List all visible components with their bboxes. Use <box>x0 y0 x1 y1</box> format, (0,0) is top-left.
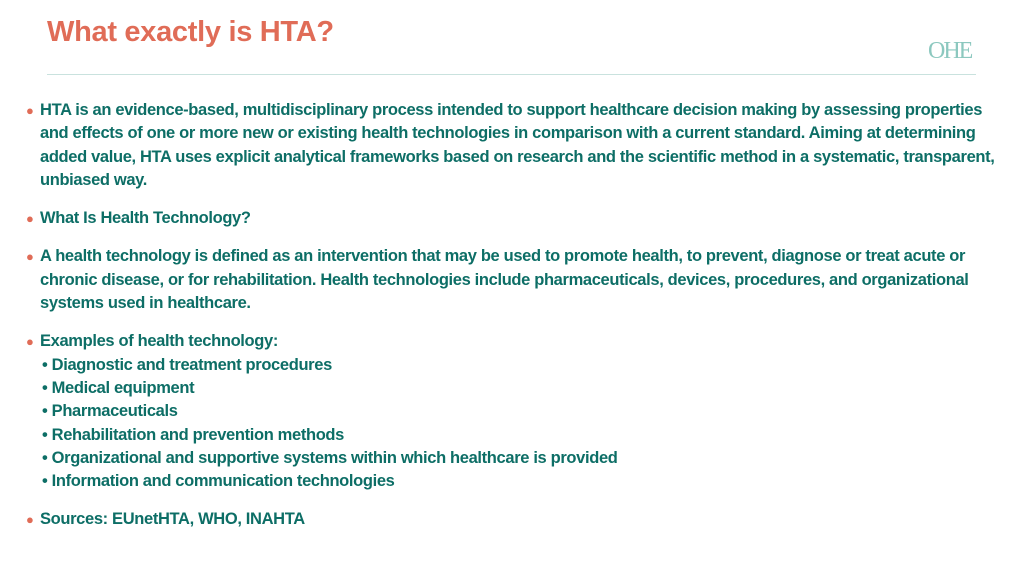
paragraph-hta-definition <box>26 99 1006 192</box>
what-is-health-technology-text: What Is Health Technology? <box>40 209 251 228</box>
paragraph-examples <box>26 330 1006 493</box>
example-item: • Diagnostic and treatment procedures <box>42 355 332 374</box>
bullet-dot-icon: ● <box>26 334 34 350</box>
paragraph-what-is-health-technology <box>26 207 1006 230</box>
paragraph-health-technology-definition <box>26 245 1006 315</box>
bullet-dot-icon: ● <box>26 512 34 528</box>
example-item: • Rehabilitation and prevention methods <box>42 425 344 444</box>
hta-definition-text: HTA is an evidence-based, multidisciplinary process intended to support healthcare decision making by assessing properties and effects of one or more new or existing health technologies in comparison with a current standard. Aiming at determining added value, HTA uses explicit analytical frameworks based on research and the scientific method in a systematic, transparent, unbiased way. <box>40 101 995 189</box>
title-divider <box>47 74 976 75</box>
examples-heading: Examples of health technology: <box>40 332 278 351</box>
example-item: • Information and communication technologies <box>42 472 395 491</box>
bullet-dot-icon: ● <box>26 103 34 118</box>
example-item: • Organizational and supportive systems within which healthcare is provided <box>42 448 618 467</box>
paragraph-sources <box>26 508 1006 531</box>
sources-text: Sources: EUnetHTA, WHO, INAHTA <box>40 510 305 529</box>
bullet-dot-icon: ● <box>26 211 34 227</box>
bullet-dot-icon: ● <box>26 249 34 265</box>
ohe-logo: OHE <box>928 38 972 64</box>
slide-title: What exactly is HTA? <box>47 16 334 48</box>
health-technology-definition-text: A health technology is defined as an intervention that may be used to promote health, to prevent, diagnose or treat acute or chronic disease, or for rehabilitation. Health technologies include pharmaceuticals, devices, procedures, and organizational systems used in healthcare. <box>40 247 969 313</box>
example-item: • Pharmaceuticals <box>42 402 178 421</box>
example-item: • Medical equipment <box>42 378 195 397</box>
slide-body <box>26 99 1006 547</box>
